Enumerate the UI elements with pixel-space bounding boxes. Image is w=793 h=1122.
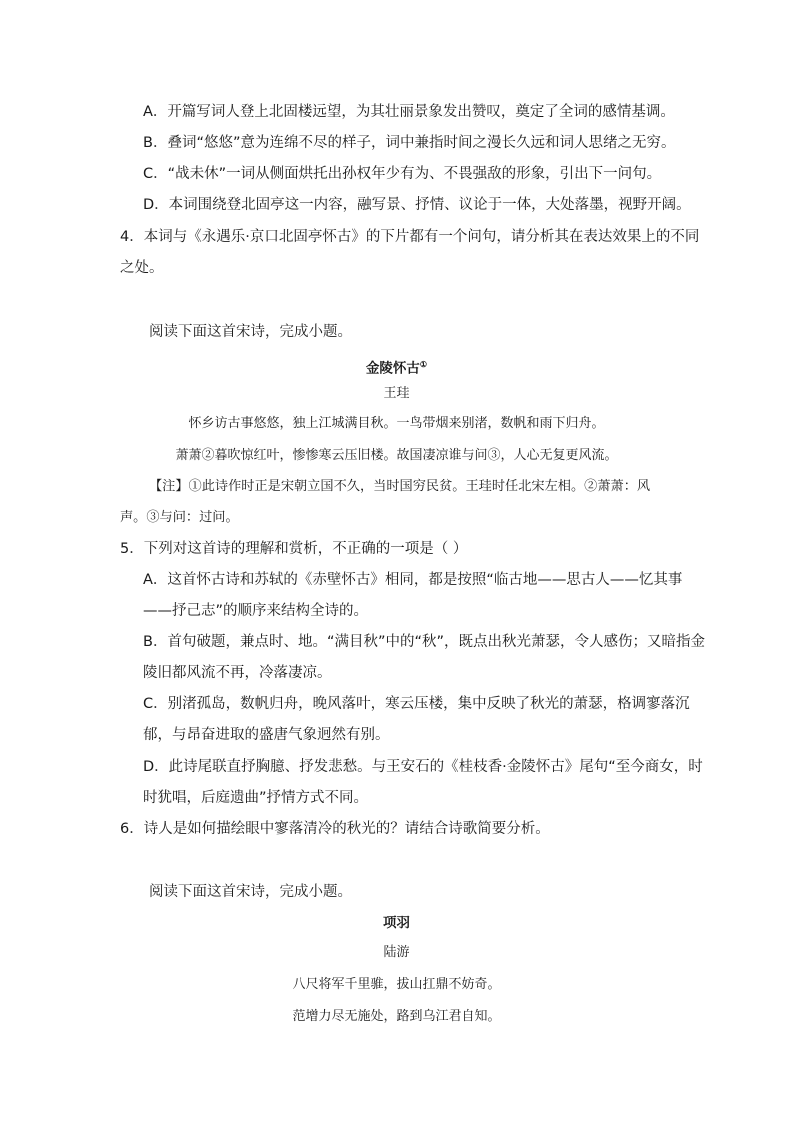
- q3-option-b: B．叠词“悠悠”意为连绵不尽的样子，词中兼指时间之漫长久远和词人思绪之无穷。: [143, 135, 676, 151]
- section2-intro: 阅读下面这首宋诗，完成小题。: [149, 324, 352, 340]
- q5-option-c-line-2: 郁，与昂奋进取的盛唐气象迥然有别。: [143, 727, 390, 743]
- section2-poem-title: [0, 354, 793, 379]
- section2-author: 王珪: [383, 386, 410, 401]
- q5-option-a-line-2: ——抒己志”的顺序来结构全诗的。: [143, 603, 369, 619]
- section2-poem-line-2: 萧萧②暮吹惊红叶，惨惨寒云压旧楼。故国凄凉谁与问③，人心无复更风流。: [175, 448, 618, 463]
- q6-stem: 6．诗人是如何描绘眼中寥落清冷的秋光的？请结合诗歌简要分析。: [120, 821, 550, 837]
- q5-option-d-line-1: D．此诗尾联直抒胸臆、抒发悲愁。与王安石的《桂枝香·金陵怀古》尾句“至今商女，时: [143, 759, 703, 775]
- section3-poem-line-2: 范增力尽无施处，路到乌江君自知。: [292, 1009, 501, 1024]
- section3-intro: 阅读下面这首宋诗，完成小题。: [149, 884, 352, 900]
- section3-poem-title: 项羽: [383, 915, 410, 931]
- section2-poem-line-1: 怀乡访古事悠悠，独上江城满目秋。一鸟带烟来别渚，数帆和雨下归舟。: [188, 416, 605, 431]
- section2-title-text: 金陵怀古: [365, 360, 420, 377]
- q3-option-c: C．“战未休”一词从侧面烘托出孙权年少有为、不畏强敌的形象，引出下一问句。: [143, 166, 662, 182]
- q5-option-b-line-2: 陵旧都风流不再，冷落凄凉。: [143, 665, 332, 681]
- q5-option-a-line-1: A．这首怀古诗和苏轼的《赤壁怀古》相同，都是按照“临古地——思古人——忆其事: [143, 572, 683, 588]
- q5-option-c-line-1: C．别渚孤岛，数帆归舟，晚风落叶，寒云压楼，集中反映了秋光的萧瑟，格调寥落沉: [143, 696, 690, 712]
- q5-stem: 5．下列对这首诗的理解和赏析，不正确的一项是（ ）: [120, 541, 468, 557]
- section2-note-line-1: 【注】①此诗作时正是宋朝立国不久，当时国穷民贫。王珪时任北宋左相。②萧萧：风: [149, 479, 651, 494]
- section3-author: 陆游: [383, 945, 410, 960]
- section3-poem-line-1: 八尺将军千里骓，拔山扛鼎不妨奇。: [292, 977, 501, 992]
- q4-line-1: 4．本词与《永遇乐·京口北固亭怀古》的下片都有一个问句，请分析其在表达效果上的不同: [120, 229, 700, 245]
- q3-option-d: D．本词围绕登北固亭这一内容，融写景、抒情、议论于一体，大处落墨，视野开阔。: [143, 197, 691, 213]
- q3-option-a: A．开篇写词人登上北固楼远望，为其壮丽景象发出赞叹，奠定了全词的感情基调。: [143, 104, 675, 120]
- q5-option-b-line-1: B．首句破题，兼点时、地。“满目秋”中的“秋”，既点出秋光萧瑟，令人感伤；又暗指金: [143, 634, 705, 650]
- section2-note-line-2: 声。③与问：过问。: [120, 510, 239, 525]
- q5-option-d-line-2: 时犹唱，后庭遗曲”抒情方式不同。: [143, 790, 369, 806]
- section2-title-note: ①: [419, 359, 428, 369]
- q4-line-2: 之处。: [120, 260, 164, 276]
